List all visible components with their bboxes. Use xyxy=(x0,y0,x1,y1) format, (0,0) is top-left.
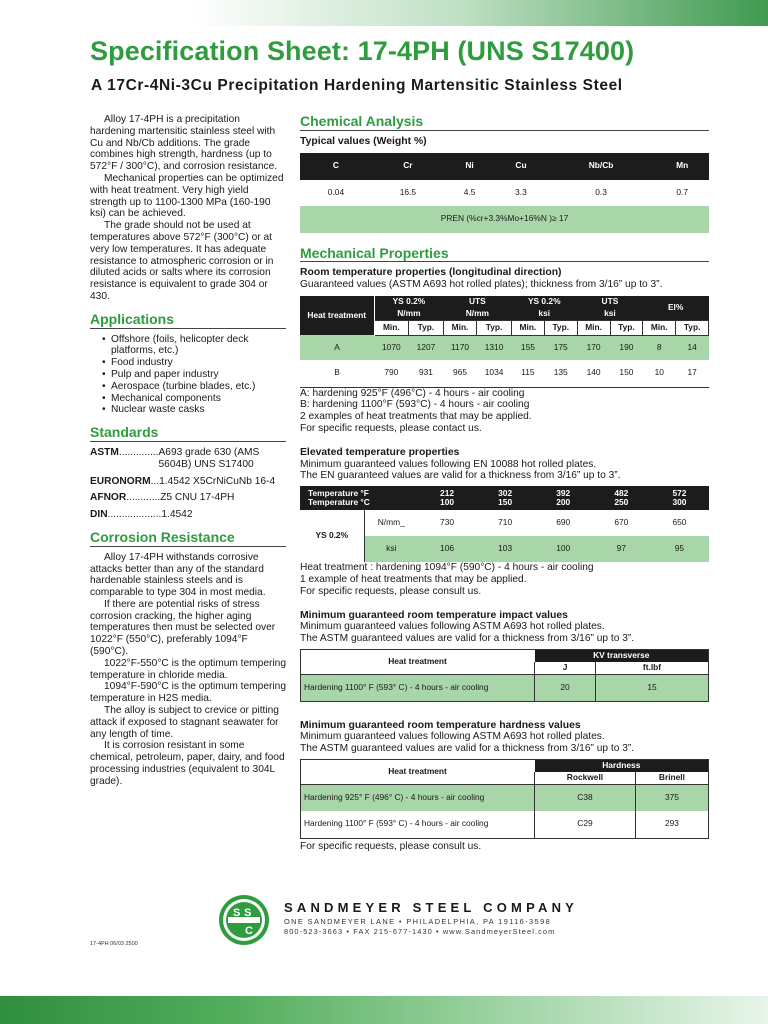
standard-value: 1.4542 X5CrNiCuNb 16-4 xyxy=(159,475,276,487)
ys-label: YS 0.2% xyxy=(300,510,364,562)
table-row xyxy=(300,180,709,206)
table-header-row xyxy=(300,153,709,180)
table-row xyxy=(300,510,709,536)
temp-f: 482 xyxy=(614,488,629,499)
column-header: Cr xyxy=(372,153,444,180)
column-group-header: Hardness xyxy=(535,759,709,771)
table-row xyxy=(300,335,709,360)
note-line: A: hardening 925°F (496°C) - 4 hours - air cooling xyxy=(300,387,525,399)
hardness-subhead: Minimum guaranteed room temperature hardness values xyxy=(300,719,581,731)
typ-label: Typ. xyxy=(409,320,444,335)
temp-c: 200 xyxy=(556,497,571,508)
note-line: For specific requests, please contact us. xyxy=(300,422,482,434)
column-header: Mn xyxy=(655,153,709,180)
table-cell: C29 xyxy=(535,811,636,838)
table-cell: 375 xyxy=(635,784,708,811)
document-id: 17-4PH 06/03 2500 xyxy=(90,941,138,947)
table-cell: 103 xyxy=(476,536,534,562)
table-cell: 293 xyxy=(635,811,708,838)
table-header-row xyxy=(301,759,709,771)
table-cell: 650 xyxy=(650,510,708,536)
column-header: Heat treatment xyxy=(301,759,535,784)
temp-f: 572 xyxy=(672,488,687,499)
table-cell: 190 xyxy=(610,335,643,360)
table-cell: 1034 xyxy=(477,360,512,387)
min-label: Min. xyxy=(443,320,476,335)
standard-dots: ................... xyxy=(107,509,162,521)
standard-row xyxy=(90,447,286,471)
table-cell: 1070 xyxy=(374,335,409,360)
column-header: J xyxy=(535,662,596,674)
elevated-desc: The EN guaranteed values are valid for a thickness from 3/16” up to 3”. xyxy=(300,470,621,482)
list-item: • Food industry xyxy=(102,357,286,369)
table-cell: 16.5 xyxy=(372,180,444,206)
table-cell: 20 xyxy=(535,674,596,701)
table-cell: 8 xyxy=(643,335,676,360)
standard-row xyxy=(90,509,286,521)
temp-column xyxy=(418,486,476,510)
page-subtitle: A 17Cr-4Ni-3Cu Precipitation Hardening Martensitic Stainless Steel xyxy=(91,77,623,94)
corrosion-paragraph: If there are potential risks of stress corrosion cracking, the higher aging temperatures then must be selected over 1022°F (550°C), preferably 1094°F (590°C). xyxy=(90,598,276,658)
elevated-notes xyxy=(300,562,709,597)
temperature-header xyxy=(300,486,418,510)
company-name: SANDMEYER STEEL COMPANY xyxy=(284,900,579,915)
column-group-header xyxy=(443,296,511,320)
note-line: 2 examples of heat treatments that may be applied. xyxy=(300,411,532,423)
table-cell: 0.3 xyxy=(547,180,656,206)
table-cell: 1207 xyxy=(409,335,444,360)
table-cell: 710 xyxy=(476,510,534,536)
table-cell: 931 xyxy=(409,360,444,387)
temp-column xyxy=(592,486,650,510)
column-group-header xyxy=(577,296,643,320)
table-cell: 140 xyxy=(577,360,610,387)
applications-heading: Applications xyxy=(90,314,286,329)
column-group-header: KV transverse xyxy=(535,649,709,661)
table-row xyxy=(300,206,709,233)
row-label: B xyxy=(300,360,374,387)
table-cell: 155 xyxy=(511,335,544,360)
chemical-subhead: Typical values (Weight %) xyxy=(300,135,427,147)
table-row xyxy=(300,360,709,387)
hardness-desc: The ASTM guaranteed values are valid for a thickness from 3/16” up to 3”. xyxy=(300,743,635,755)
temp-c: 300 xyxy=(672,497,687,508)
standard-key: ASTM xyxy=(90,446,119,458)
temp-f: 212 xyxy=(440,488,455,499)
applications-section xyxy=(90,310,286,416)
temp-c: 100 xyxy=(440,497,455,508)
column-group-header xyxy=(643,296,709,320)
corrosion-paragraph: The alloy is subject to crevice or pitting attack if exposed to stagnant seawater for any length of time. xyxy=(90,705,279,740)
impact-subhead: Minimum guaranteed room temperature impact values xyxy=(300,609,568,621)
standard-value: 1.4542 xyxy=(161,509,193,521)
standard-row xyxy=(90,476,286,488)
table-header-row xyxy=(300,296,709,320)
min-label: Min. xyxy=(511,320,544,335)
group-unit: N/mm xyxy=(465,307,489,318)
group-unit: ksi xyxy=(604,307,616,318)
table-row xyxy=(301,674,709,701)
table-cell: 17 xyxy=(676,360,709,387)
company-address: ONE SANDMEYER LANE • PHILADELPHIA, PA 19116-3598 xyxy=(284,917,552,926)
note-line: For specific requests, please consult us. xyxy=(300,585,482,597)
room-temp-notes xyxy=(300,388,709,435)
logo-letter: S xyxy=(233,907,241,919)
unit-cell: N/mm_ xyxy=(364,510,418,536)
room-temp-subhead: Room temperature properties (longitudinal direction) xyxy=(300,267,562,279)
table-cell: 175 xyxy=(544,335,577,360)
row-label: A xyxy=(300,335,374,360)
column-header: ft.lbf xyxy=(596,662,709,674)
temp-column xyxy=(476,486,534,510)
table-cell: 4.5 xyxy=(444,180,495,206)
table-cell: 97 xyxy=(592,536,650,562)
column-header: Brinell xyxy=(635,772,708,784)
hardness-note: For specific requests, please consult us. xyxy=(300,840,482,852)
note-line: B: hardening 1100°F (593°C) - 4 hours - air cooling xyxy=(300,399,530,411)
intro-section xyxy=(90,114,286,303)
standard-row xyxy=(90,492,286,504)
table-cell: 14 xyxy=(676,335,709,360)
temp-column xyxy=(534,486,592,510)
intro-paragraph: The grade should not be used at temperatures above 572°F (300°C) or at very low temperatures. It has adequate resistance to atmospheric corrosion or in diluted acids or salts where its corrosion resistance is equivalent to grade 304 or 430. xyxy=(90,220,274,302)
table-cell: 10 xyxy=(643,360,676,387)
group-unit: ksi xyxy=(538,307,551,318)
corrosion-section xyxy=(90,528,286,788)
table-cell: 100 xyxy=(534,536,592,562)
elevated-subhead: Elevated temperature properties xyxy=(300,446,460,458)
table-row xyxy=(301,784,709,811)
table-cell: 1310 xyxy=(477,335,512,360)
column-header: Nb/Cb xyxy=(547,153,656,180)
group-label: YS 0.2% xyxy=(392,295,426,306)
typ-label: Typ. xyxy=(477,320,512,335)
min-label: Min. xyxy=(374,320,409,335)
standard-dots: .............. xyxy=(118,446,159,458)
note-line: Heat treatment : hardening 1094°F (590°C) - 4 hours - air cooling xyxy=(300,562,594,574)
temp-f-label: Temperature °F xyxy=(308,488,369,499)
page-title: Specification Sheet: 17-4PH (UNS S17400) xyxy=(90,36,635,66)
corrosion-paragraph: 1022°F-550°C is the optimum tempering temperature in chloride media. xyxy=(90,657,286,681)
column-group-header xyxy=(511,296,577,320)
temp-c: 150 xyxy=(498,497,513,508)
table-cell: 3.3 xyxy=(495,180,546,206)
corrosion-heading: Corrosion Resistance xyxy=(90,532,286,547)
temp-c-label: Temperature °C xyxy=(308,497,370,508)
right-column xyxy=(300,113,709,852)
table-cell: 135 xyxy=(544,360,577,387)
table-cell: 15 xyxy=(596,674,709,701)
chemical-heading: Chemical Analysis xyxy=(300,116,709,131)
impact-table xyxy=(300,649,709,702)
min-label: Min. xyxy=(643,320,676,335)
table-cell: 106 xyxy=(418,536,476,562)
group-label: UTS xyxy=(601,295,619,306)
standard-value: A693 grade 630 (AMS 5604B) UNS S17400 xyxy=(158,446,260,470)
standard-dots: ............ xyxy=(126,492,161,504)
mechanical-heading: Mechanical Properties xyxy=(300,248,709,263)
table-header-row xyxy=(301,649,709,661)
column-group-header xyxy=(374,296,443,320)
table-cell: 790 xyxy=(374,360,409,387)
table-cell: 170 xyxy=(577,335,610,360)
row-label: Hardening 925° F (496° C) - 4 hours - air cooling xyxy=(301,784,535,811)
intro-paragraph: Mechanical properties can be optimized with heat treatment. Very high yield strength up to 1100-1300 MPa (160-190 ksi) can be achieved. xyxy=(90,172,284,220)
standard-key: DIN xyxy=(90,509,108,521)
column-header: Cu xyxy=(495,153,546,180)
column-header: Heat treatment xyxy=(301,649,535,674)
pren-cell: PREN (%cr+3.3%Mo+16%N )≥ 17 xyxy=(300,206,709,233)
room-temp-desc: Guaranteed values (ASTM A693 hot rolled plates); thickness from 3/16” up to 3”. xyxy=(300,279,663,291)
temp-c: 250 xyxy=(614,497,629,508)
list-item: • Pulp and paper industry xyxy=(102,369,286,381)
typ-label: Typ. xyxy=(610,320,643,335)
table-cell: 730 xyxy=(418,510,476,536)
impact-desc: Minimum guaranteed values following ASTM A693 hot rolled plates. xyxy=(300,621,605,633)
table-cell: 670 xyxy=(592,510,650,536)
list-item: • Aerospace (turbine blades, etc.) xyxy=(102,381,286,393)
typ-label: Typ. xyxy=(544,320,577,335)
group-label: El% xyxy=(667,301,684,312)
hardness-table xyxy=(300,759,709,839)
company-contact: 800-523-3663 • FAX 215-677-1430 • www.SandmeyerSteel.com xyxy=(284,927,556,936)
group-unit: N/mm xyxy=(397,307,421,318)
standard-value: Z5 CNU 17-4PH xyxy=(160,492,235,504)
typ-label: Typ. xyxy=(676,320,709,335)
column-header: Rockwell xyxy=(535,772,636,784)
table-cell: 965 xyxy=(443,360,476,387)
elevated-table xyxy=(300,486,709,562)
list-item: • Mechanical components xyxy=(102,393,286,405)
room-temp-table xyxy=(300,296,709,388)
min-label: Min. xyxy=(577,320,610,335)
table-header-row xyxy=(300,486,709,510)
row-label: Hardening 1100° F (593° C) - 4 hours - air cooling xyxy=(301,811,535,838)
temp-column xyxy=(650,486,708,510)
hardness-desc: Minimum guaranteed values following ASTM A693 hot rolled plates. xyxy=(300,731,605,743)
column-header: Heat treatment xyxy=(300,296,374,335)
table-cell: 1170 xyxy=(443,335,476,360)
group-label: UTS xyxy=(468,295,486,306)
logo-letter: S xyxy=(244,907,252,919)
standard-key: AFNOR xyxy=(90,492,127,504)
table-row xyxy=(301,811,709,838)
column-header: C xyxy=(300,153,372,180)
table-cell: 95 xyxy=(650,536,708,562)
logo-letter: C xyxy=(245,925,253,937)
group-label: YS 0.2% xyxy=(527,295,561,306)
note-line: 1 example of heat treatments that may be applied. xyxy=(300,573,527,585)
table-cell: C38 xyxy=(535,784,636,811)
top-gradient-band xyxy=(0,0,768,26)
temp-f: 302 xyxy=(498,488,513,499)
table-cell: 150 xyxy=(610,360,643,387)
left-column xyxy=(90,114,286,788)
corrosion-paragraph: 1094°F-590°C is the optimum tempering temperature in H2S media. xyxy=(90,681,286,705)
standards-heading: Standards xyxy=(90,427,286,442)
corrosion-paragraph: Alloy 17-4PH withstands corrosive attacks better than any of the standard hardenable stainless steels and is comparable to type 304 in most media. xyxy=(90,551,266,599)
standards-section xyxy=(90,424,286,521)
table-cell: 0.7 xyxy=(655,180,709,206)
table-cell: 690 xyxy=(534,510,592,536)
company-logo xyxy=(218,894,270,946)
elevated-desc: Minimum guaranteed values following EN 10088 hot rolled plates. xyxy=(300,458,597,470)
standard-key: EURONORM xyxy=(90,475,151,487)
standard-dots: ... xyxy=(150,475,160,487)
corrosion-paragraph: It is corrosion resistant in some chemical, petroleum, paper, dairy, and food processing industries (equivalent to 304L grade). xyxy=(90,740,285,787)
table-cell: 115 xyxy=(511,360,544,387)
unit-cell: ksi xyxy=(364,536,418,562)
list-item: • Nuclear waste casks xyxy=(102,404,286,416)
impact-desc: The ASTM guaranteed values are valid for a thickness from 3/16” up to 3”. xyxy=(300,633,635,645)
list-item: • Offshore (foils, helicopter deck platforms, etc.) xyxy=(102,334,286,358)
chemical-table xyxy=(300,153,709,233)
row-label: Hardening 1100° F (593° C) - 4 hours - air cooling xyxy=(301,674,535,701)
temp-f: 392 xyxy=(556,488,571,499)
column-header: Ni xyxy=(444,153,495,180)
bottom-gradient-band xyxy=(0,996,768,1024)
table-cell: 0.04 xyxy=(300,180,372,206)
intro-paragraph: Alloy 17-4PH is a precipitation hardening martensitic stainless steel with Cu and Nb/Cb additions. The grade combines high strength, hardness (up to 572°F / 300°C), and corrosion resistance. xyxy=(90,114,278,173)
applications-list xyxy=(90,334,286,417)
